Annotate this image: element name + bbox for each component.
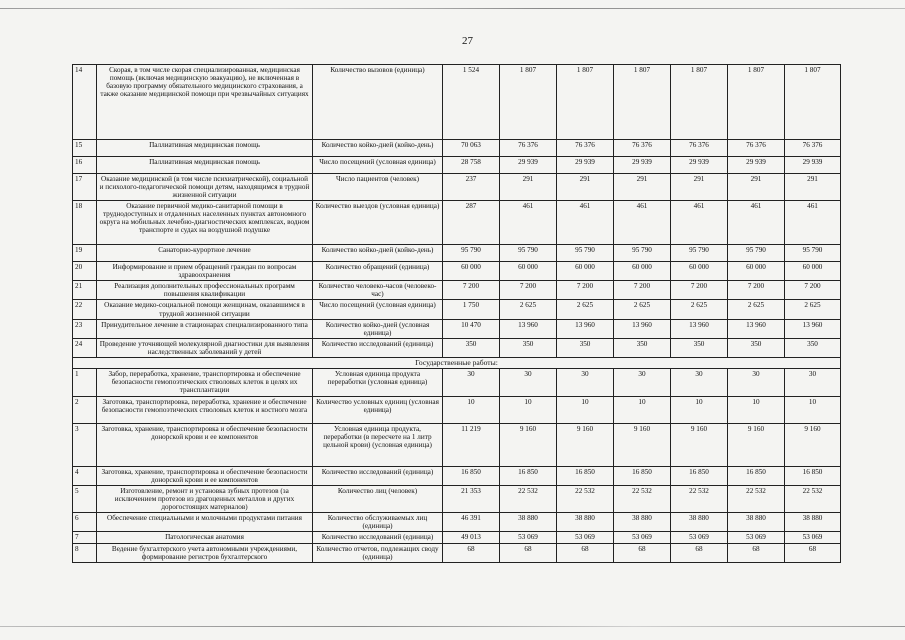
row-value: 95 790	[728, 245, 785, 262]
row-unit: Число пациентов (человек)	[313, 174, 443, 201]
row-value: 9 160	[614, 423, 671, 466]
row-value: 76 376	[500, 140, 557, 157]
row-value: 10	[671, 396, 728, 423]
row-value: 16 850	[785, 466, 841, 485]
table-row	[73, 396, 841, 423]
row-value: 7 200	[728, 281, 785, 300]
section-title: Государственные работы:	[73, 357, 841, 369]
row-value: 60 000	[785, 262, 841, 281]
row-value: 16 850	[443, 466, 500, 485]
row-value: 1 807	[500, 65, 557, 140]
row-value: 68	[785, 543, 841, 562]
row-value: 29 939	[500, 157, 557, 174]
row-value: 13 960	[728, 319, 785, 338]
row-value: 29 939	[728, 157, 785, 174]
row-value: 10	[500, 396, 557, 423]
row-name: Оказание медицинской (в том числе психиатрической), социальной и психолого-педагогической помощи детям, находящимся в трудной жизненной ситуации	[97, 174, 313, 201]
row-value: 1 750	[443, 300, 500, 319]
row-value: 291	[557, 174, 614, 201]
row-value: 46 391	[443, 512, 500, 531]
row-value: 13 960	[557, 319, 614, 338]
table-row	[73, 245, 841, 262]
row-value: 16 850	[728, 466, 785, 485]
row-value: 38 880	[728, 512, 785, 531]
row-value: 60 000	[671, 262, 728, 281]
row-value: 30	[728, 369, 785, 396]
row-number: 6	[73, 512, 97, 531]
row-value: 291	[500, 174, 557, 201]
row-value: 60 000	[500, 262, 557, 281]
row-name: Принудительное лечение в стационарах специализированного типа	[97, 319, 313, 338]
row-value: 461	[671, 201, 728, 245]
row-value: 28 758	[443, 157, 500, 174]
row-number: 20	[73, 262, 97, 281]
row-value: 53 069	[614, 531, 671, 543]
row-value: 13 960	[671, 319, 728, 338]
row-value: 68	[443, 543, 500, 562]
row-number: 23	[73, 319, 97, 338]
row-value: 2 625	[557, 300, 614, 319]
row-value: 76 376	[671, 140, 728, 157]
row-value: 30	[785, 369, 841, 396]
row-value: 60 000	[614, 262, 671, 281]
row-value: 461	[728, 201, 785, 245]
row-value: 1 807	[557, 65, 614, 140]
row-name: Паллиативная медицинская помощь	[97, 140, 313, 157]
row-value: 461	[557, 201, 614, 245]
row-value: 29 939	[557, 157, 614, 174]
row-value: 38 880	[785, 512, 841, 531]
row-name: Оказание медико-социальной помощи женщинам, оказавшимся в трудной жизненной ситуации	[97, 300, 313, 319]
row-name: Патологическая анатомия	[97, 531, 313, 543]
row-value: 13 960	[614, 319, 671, 338]
row-value: 9 160	[785, 423, 841, 466]
scan-edge-bottom	[0, 626, 905, 627]
row-unit: Количество вызовов (единица)	[313, 65, 443, 140]
row-unit: Количество отчетов, подлежащих своду (единица)	[313, 543, 443, 562]
row-unit: Количество лиц (человек)	[313, 485, 443, 512]
row-unit: Количество исследований (единица)	[313, 466, 443, 485]
row-value: 29 939	[614, 157, 671, 174]
row-value: 21 353	[443, 485, 500, 512]
table-row	[73, 423, 841, 466]
row-value: 95 790	[500, 245, 557, 262]
row-value: 10	[557, 396, 614, 423]
row-value: 30	[500, 369, 557, 396]
row-name: Паллиативная медицинская помощь	[97, 157, 313, 174]
row-value: 291	[614, 174, 671, 201]
row-name: Заготовка, хранение, транспортировка и обеспечение безопасности донорской крови и ее компонентов	[97, 423, 313, 466]
table-row	[73, 140, 841, 157]
row-value: 53 069	[728, 531, 785, 543]
table-row	[73, 543, 841, 562]
table-row	[73, 174, 841, 201]
row-number: 4	[73, 466, 97, 485]
row-value: 38 880	[671, 512, 728, 531]
row-value: 30	[614, 369, 671, 396]
row-number: 17	[73, 174, 97, 201]
row-value: 11 219	[443, 423, 500, 466]
row-unit: Количество обращений (единица)	[313, 262, 443, 281]
table-row	[73, 300, 841, 319]
row-value: 7 200	[614, 281, 671, 300]
row-value: 350	[671, 338, 728, 357]
row-name: Заготовка, хранение, транспортировка и обеспечение безопасности донорской крови и ее компонентов	[97, 466, 313, 485]
row-name: Заготовка, транспортировка, переработка, хранение и обеспечение безопасности гемопоэтических стволовых клеток и костного мозга	[97, 396, 313, 423]
row-value: 7 200	[671, 281, 728, 300]
row-value: 53 069	[671, 531, 728, 543]
row-value: 16 850	[671, 466, 728, 485]
row-number: 1	[73, 369, 97, 396]
row-value: 16 850	[614, 466, 671, 485]
row-name: Санаторно-курортное лечение	[97, 245, 313, 262]
row-value: 1 807	[728, 65, 785, 140]
row-name: Оказание первичной медико-санитарной помощи в труднодоступных и отдаленных населенных пунктах автономного округа на мобильных лечебно-диагностических комплексах, водном транспорте и судах на воздушной подушке	[97, 201, 313, 245]
row-value: 2 625	[614, 300, 671, 319]
row-value: 95 790	[671, 245, 728, 262]
row-number: 21	[73, 281, 97, 300]
row-value: 49 013	[443, 531, 500, 543]
scan-edge-top	[0, 8, 905, 9]
table-row	[73, 319, 841, 338]
row-value: 2 625	[785, 300, 841, 319]
row-unit: Условная единица продукта, переработки (в пересчете на 1 литр цельной крови) (условная единица)	[313, 423, 443, 466]
row-unit: Количество койко-дней (койко-день)	[313, 245, 443, 262]
row-value: 38 880	[500, 512, 557, 531]
row-value: 10	[728, 396, 785, 423]
row-name: Скорая, в том числе скорая специализированная, медицинская помощь (включая медицинскую эвакуацию), не включенная в базовую программу обязательного медицинского страхования, а также оказание медицинской помощи при чрезвычайных ситуациях	[97, 65, 313, 140]
row-value: 38 880	[614, 512, 671, 531]
row-value: 22 532	[671, 485, 728, 512]
table-row	[73, 157, 841, 174]
row-number: 3	[73, 423, 97, 466]
row-unit: Количество обслуживаемых лиц (единица)	[313, 512, 443, 531]
row-number: 14	[73, 65, 97, 140]
table-row	[73, 65, 841, 140]
row-value: 350	[500, 338, 557, 357]
row-value: 7 200	[500, 281, 557, 300]
row-value: 70 063	[443, 140, 500, 157]
row-value: 1 524	[443, 65, 500, 140]
row-value: 95 790	[614, 245, 671, 262]
row-number: 18	[73, 201, 97, 245]
row-value: 22 532	[728, 485, 785, 512]
row-value: 13 960	[785, 319, 841, 338]
table-row	[73, 281, 841, 300]
row-unit: Количество выездов (условная единица)	[313, 201, 443, 245]
row-name: Забор, переработка, хранение, транспортировка и обеспечение безопасности гемопоэтических стволовых клеток в целях их трансплантации	[97, 369, 313, 396]
row-value: 9 160	[728, 423, 785, 466]
row-unit: Количество исследований (единица)	[313, 531, 443, 543]
row-value: 68	[557, 543, 614, 562]
page-number: 27	[462, 35, 473, 47]
row-value: 29 939	[671, 157, 728, 174]
row-value: 461	[614, 201, 671, 245]
table-row	[73, 262, 841, 281]
row-value: 53 069	[500, 531, 557, 543]
row-value: 291	[785, 174, 841, 201]
row-value: 68	[614, 543, 671, 562]
row-value: 60 000	[443, 262, 500, 281]
row-value: 7 200	[785, 281, 841, 300]
row-value: 2 625	[728, 300, 785, 319]
row-value: 53 069	[785, 531, 841, 543]
row-value: 10	[443, 396, 500, 423]
row-value: 10 470	[443, 319, 500, 338]
row-value: 68	[728, 543, 785, 562]
row-value: 95 790	[785, 245, 841, 262]
row-number: 5	[73, 485, 97, 512]
row-value: 22 532	[614, 485, 671, 512]
row-value: 350	[614, 338, 671, 357]
row-value: 1 807	[785, 65, 841, 140]
row-value: 350	[557, 338, 614, 357]
row-value: 16 850	[500, 466, 557, 485]
row-unit: Число посещений (условная единица)	[313, 300, 443, 319]
row-unit: Количество человеко-часов (человеко-час)	[313, 281, 443, 300]
section-row	[73, 357, 841, 369]
row-value: 76 376	[557, 140, 614, 157]
row-unit: Количество исследований (единица)	[313, 338, 443, 357]
row-value: 7 200	[557, 281, 614, 300]
row-number: 16	[73, 157, 97, 174]
row-value: 53 069	[557, 531, 614, 543]
data-table	[72, 64, 841, 563]
row-value: 29 939	[785, 157, 841, 174]
table-row	[73, 201, 841, 245]
row-number: 8	[73, 543, 97, 562]
row-value: 95 790	[443, 245, 500, 262]
row-value: 350	[443, 338, 500, 357]
table-row	[73, 466, 841, 485]
row-value: 9 160	[557, 423, 614, 466]
row-value: 30	[671, 369, 728, 396]
row-number: 7	[73, 531, 97, 543]
row-value: 10	[614, 396, 671, 423]
table-row	[73, 531, 841, 543]
row-value: 9 160	[671, 423, 728, 466]
row-value: 22 532	[557, 485, 614, 512]
row-number: 24	[73, 338, 97, 357]
row-value: 291	[728, 174, 785, 201]
row-value: 16 850	[557, 466, 614, 485]
row-value: 10	[785, 396, 841, 423]
row-value: 22 532	[500, 485, 557, 512]
row-value: 22 532	[785, 485, 841, 512]
row-number: 2	[73, 396, 97, 423]
row-number: 19	[73, 245, 97, 262]
row-value: 2 625	[671, 300, 728, 319]
row-value: 287	[443, 201, 500, 245]
row-name: Проведение уточняющей молекулярной диагностики для выявления наследственных заболеваний у детей	[97, 338, 313, 357]
row-value: 1 807	[614, 65, 671, 140]
row-value: 76 376	[785, 140, 841, 157]
row-name: Ведение бухгалтерского учета автономными учреждениями, формирование регистров бухгалтерского	[97, 543, 313, 562]
row-unit: Условная единица продукта переработки (условная единица)	[313, 369, 443, 396]
table-row	[73, 369, 841, 396]
row-value: 30	[557, 369, 614, 396]
row-number: 15	[73, 140, 97, 157]
row-value: 2 625	[500, 300, 557, 319]
row-number: 22	[73, 300, 97, 319]
row-unit: Число посещений (условная единица)	[313, 157, 443, 174]
row-name: Информирование и прием обращений граждан по вопросам здравоохранения	[97, 262, 313, 281]
row-value: 13 960	[500, 319, 557, 338]
row-value: 68	[671, 543, 728, 562]
row-value: 60 000	[728, 262, 785, 281]
row-unit: Количество условных единиц (условная единица)	[313, 396, 443, 423]
row-value: 1 807	[671, 65, 728, 140]
row-unit: Количество койко-дней (койко-день)	[313, 140, 443, 157]
row-value: 350	[728, 338, 785, 357]
row-value: 76 376	[614, 140, 671, 157]
row-value: 7 200	[443, 281, 500, 300]
row-value: 461	[785, 201, 841, 245]
row-value: 38 880	[557, 512, 614, 531]
row-value: 9 160	[500, 423, 557, 466]
row-value: 461	[500, 201, 557, 245]
row-name: Изготовление, ремонт и установка зубных протезов (за исключением протезов из драгоценных металлов и других дорогостоящих материалов)	[97, 485, 313, 512]
row-unit: Количество койко-дней (условная единица)	[313, 319, 443, 338]
row-value: 350	[785, 338, 841, 357]
row-value: 95 790	[557, 245, 614, 262]
table-row	[73, 338, 841, 357]
row-value: 60 000	[557, 262, 614, 281]
table-row	[73, 485, 841, 512]
row-name: Реализация дополнительных профессиональных программ повышения квалификации	[97, 281, 313, 300]
row-value: 30	[443, 369, 500, 396]
table-row	[73, 512, 841, 531]
row-value: 76 376	[728, 140, 785, 157]
row-value: 68	[500, 543, 557, 562]
row-value: 237	[443, 174, 500, 201]
row-name: Обеспечение специальными и молочными продуктами питания	[97, 512, 313, 531]
row-value: 291	[671, 174, 728, 201]
